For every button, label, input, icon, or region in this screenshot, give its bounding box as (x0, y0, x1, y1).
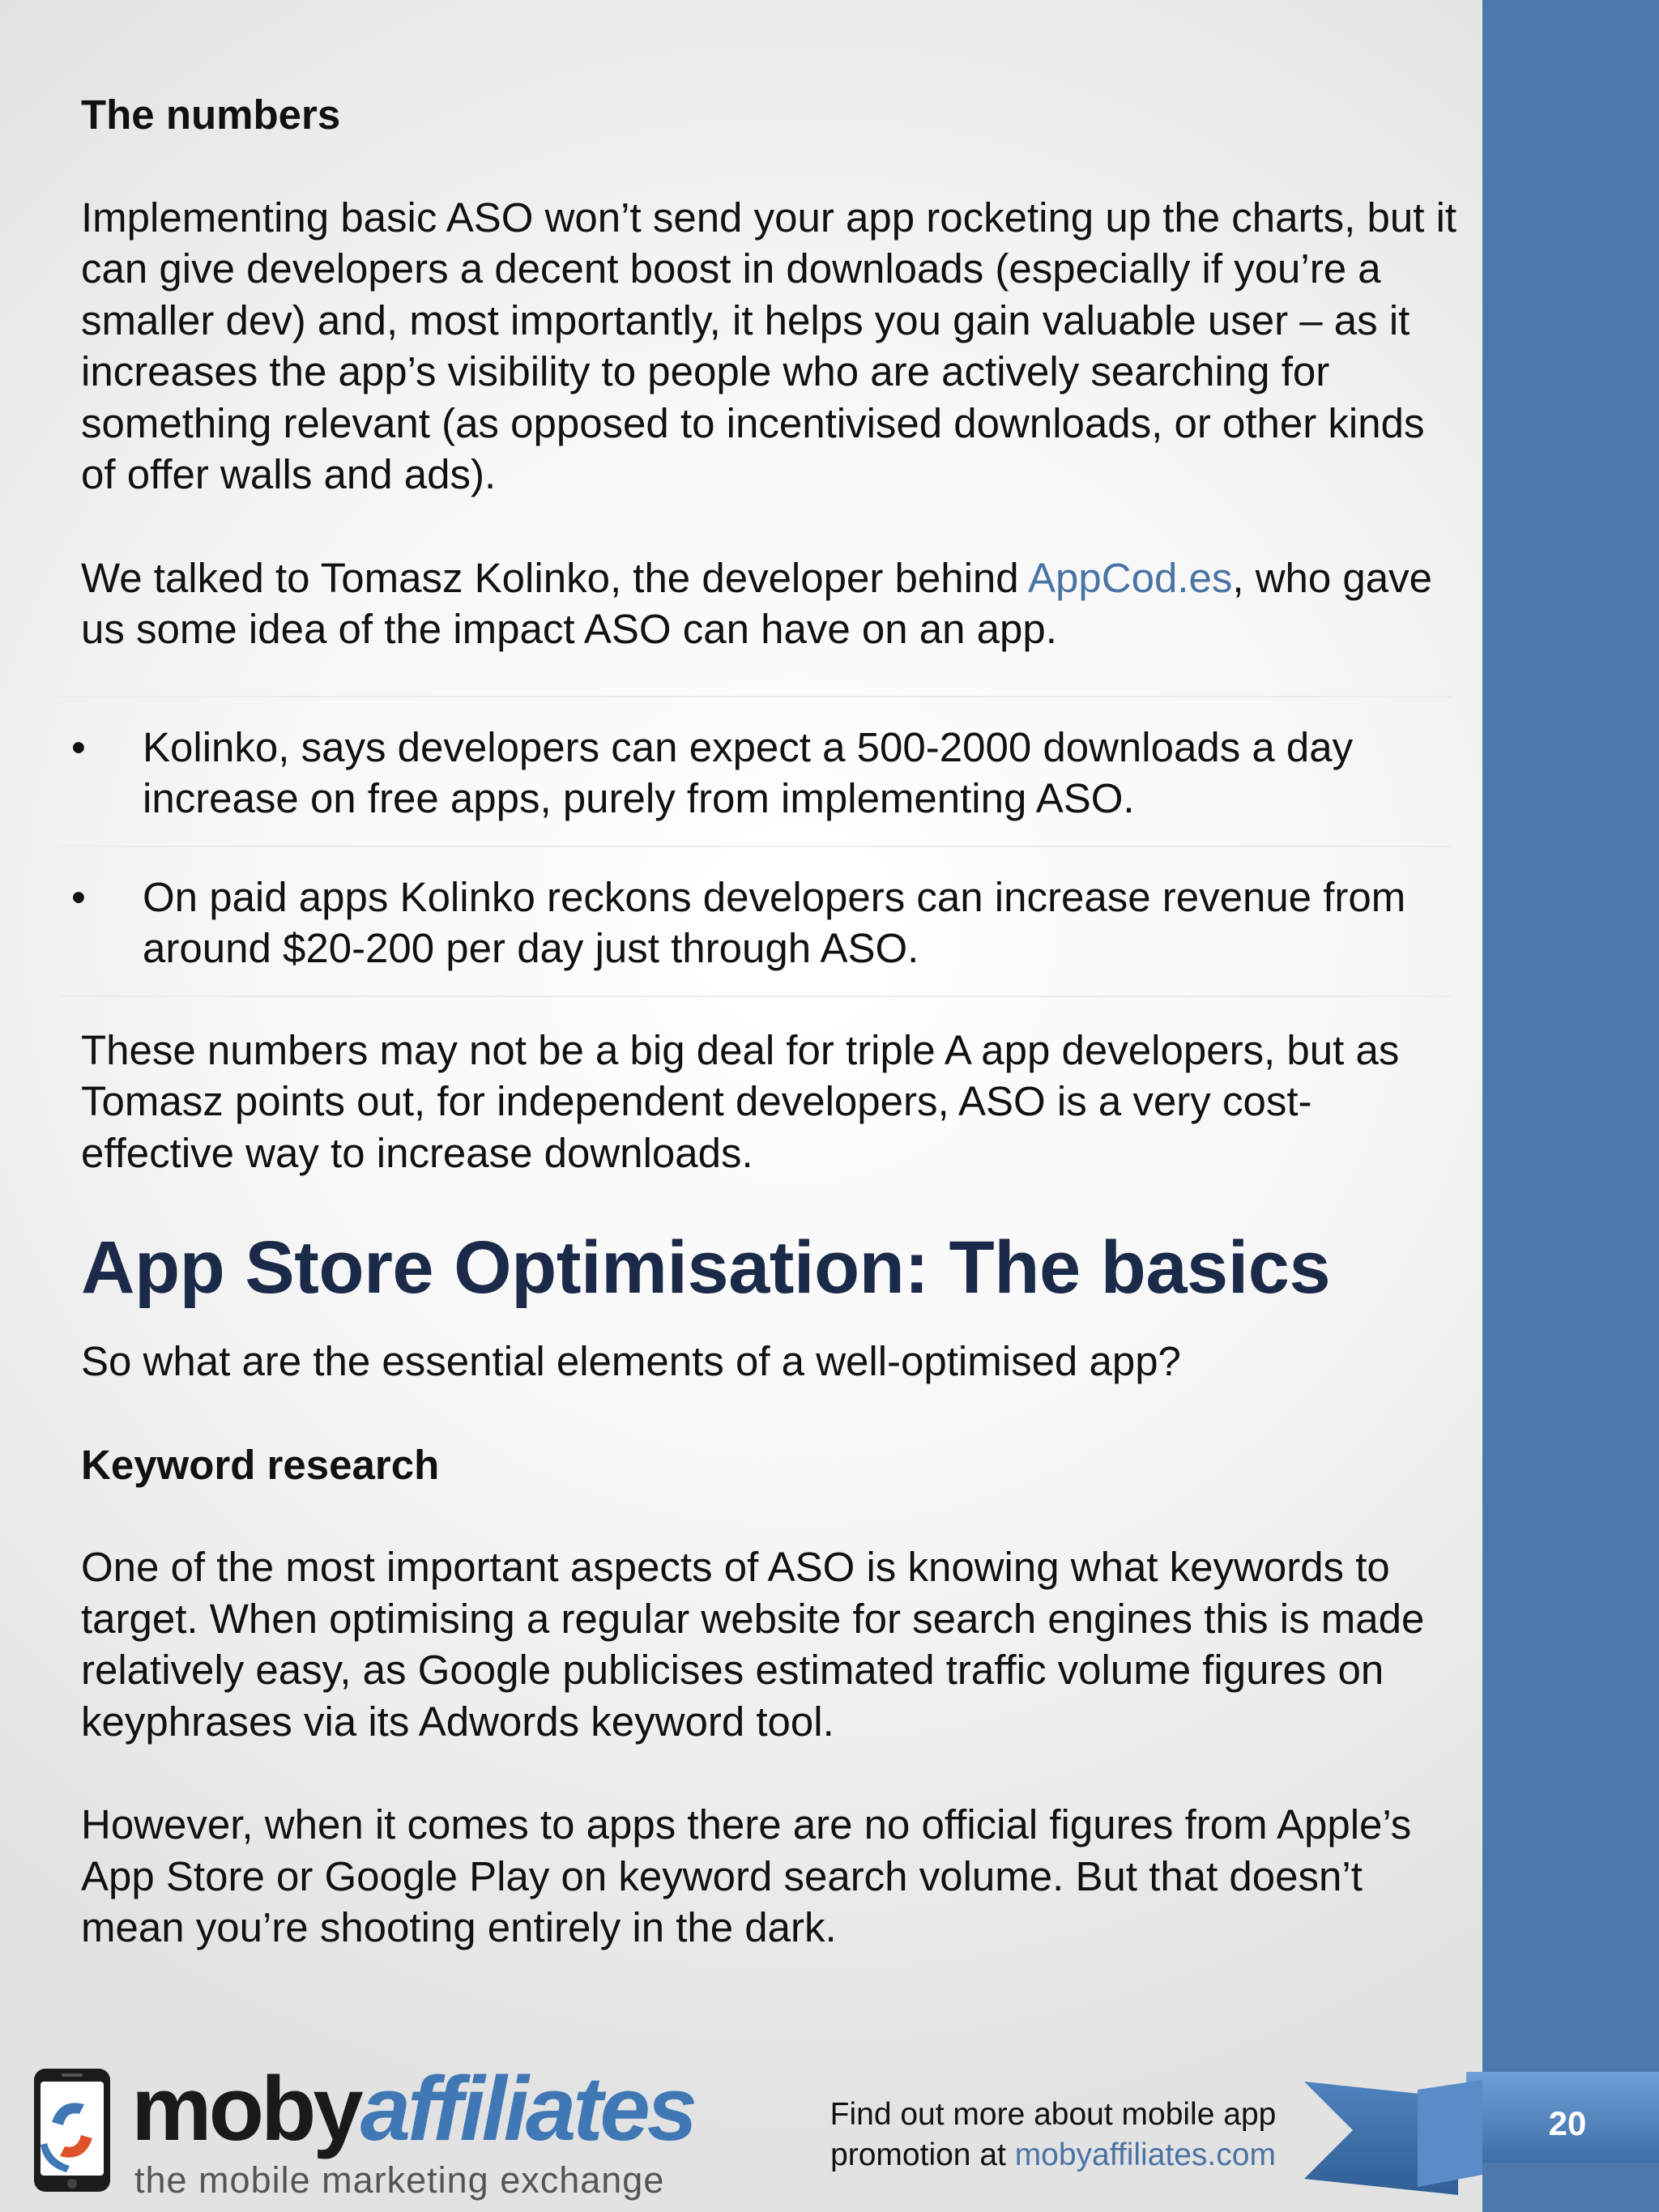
promo-line-2-text: promotion at (830, 2137, 1015, 2172)
brand-moby: moby (131, 2058, 360, 2159)
bullet-list (58, 696, 1452, 997)
website-link[interactable]: mobyaffiliates.com (1014, 2137, 1276, 2172)
right-sidebar-band (1482, 0, 1659, 2212)
paragraph-text: We talked to Tomasz Kolinko, the developer behind (81, 554, 1029, 601)
paragraph: However, when it comes to apps there are no official figures from Apple’s App Store or Google Play on keyword search volume. But that doesn’t mean you’re shooting entirely in the dark. (81, 1801, 1412, 1950)
paragraph-intro: So what are the essential elements of a well-optimised app? (81, 1338, 1181, 1384)
paragraph-with-link (81, 552, 1458, 655)
page-number: 20 (1548, 2104, 1587, 2142)
paragraph-text: , who gave us some idea of the impact ASO can have on an app. (81, 554, 1433, 652)
subheading-keyword-research: Keyword research (81, 1441, 440, 1488)
paragraph: These numbers may not be a big deal for triple A app developers, but as Tomasz points out, for independent developers, ASO is a very cost-effective way to increase downloads. (81, 1026, 1400, 1176)
brand-wordmark (131, 2058, 695, 2159)
promo-line-2 (778, 2135, 1328, 2176)
brand-tagline: the mobile marketing exchange (134, 2159, 665, 2201)
promo-line-1: Find out more about mobile app (830, 2097, 1277, 2132)
promo-text (778, 2095, 1328, 2176)
phone-logo-icon (28, 2065, 117, 2195)
paragraph: Implementing basic ASO won’t send your app rocketing up the charts, but it can give developers a decent boost in downloads (especially if you’re a smaller dev) and, most importantly, it helps you gain valuable user – as it increases the app’s visibility to people who are actively searching for something relevant (as opposed to incentivised downloads, or other kinds of offer walls and ads). (81, 194, 1457, 497)
bullet-item (58, 846, 1452, 997)
bullet-text: Kolinko, says developers can expect a 500-2000 downloads a day increase on free apps, purely from implementing ASO. (143, 723, 1354, 821)
bullet-text: On paid apps Kolinko reckons developers can increase revenue from around $20-200 per day just through ASO. (143, 873, 1406, 971)
appcodes-link[interactable]: AppCod.es (1028, 554, 1233, 601)
bullet-symbol: • (71, 723, 86, 770)
page-content (71, 89, 1458, 1954)
bullet-item (58, 696, 1452, 846)
footer (0, 2049, 1659, 2212)
brand-affiliates: affiliates (360, 2058, 695, 2159)
bullet-symbol: • (71, 873, 86, 920)
section-heading-aso-basics: App Store Optimisation: The basics (81, 1226, 1331, 1309)
section-heading-the-numbers: The numbers (81, 92, 341, 138)
paragraph: One of the most important aspects of ASO is knowing what keywords to target. When optimising a regular website for search engines this is made relatively easy, as Google publicises estimated traffic volume figures on keyphrases via its Adwords keyword tool. (81, 1544, 1425, 1745)
